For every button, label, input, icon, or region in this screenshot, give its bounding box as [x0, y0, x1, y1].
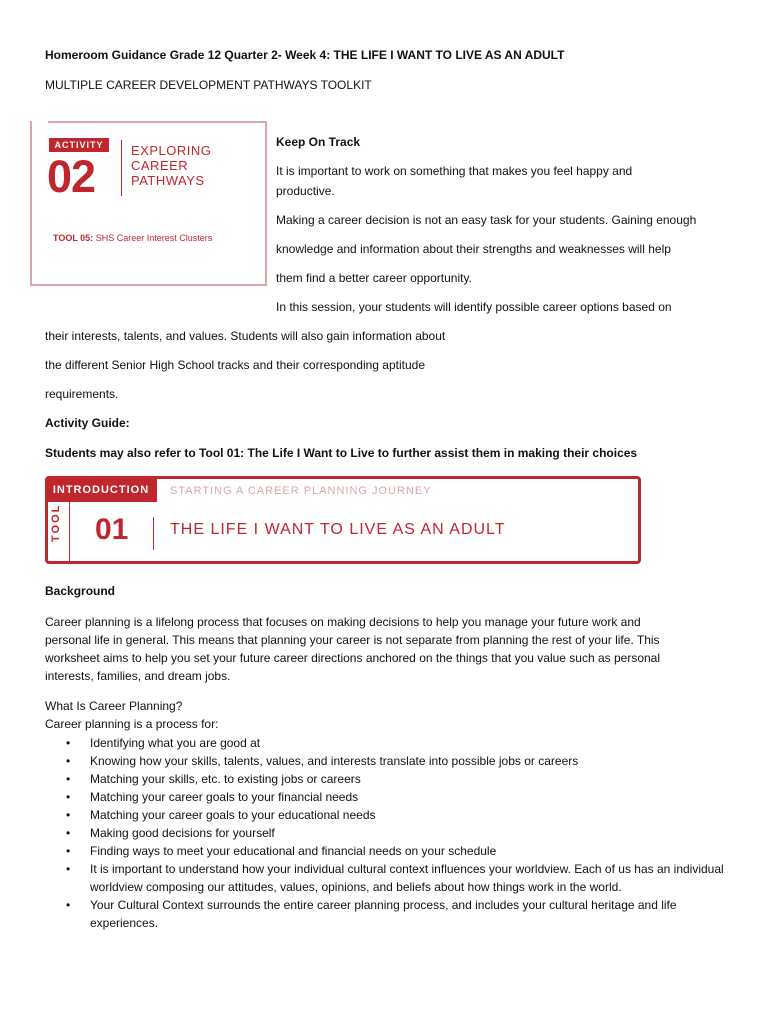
paragraph-line: Making a career decision is not an easy task for your students. Gaining enough — [276, 213, 697, 227]
activity-badge: ACTIVITY — [49, 138, 109, 152]
paragraph-line: worksheet aims to help you set your future career directions anchored on the things that you value such as personal — [45, 651, 661, 665]
bullet-icon: • — [66, 844, 71, 858]
activity-tool-line — [53, 233, 212, 243]
intro-divider — [153, 517, 154, 550]
list-item — [45, 788, 735, 806]
activity-divider — [121, 140, 122, 196]
activity-number: 02 — [47, 151, 96, 202]
keep-on-track-heading: Keep On Track — [276, 135, 361, 149]
bullet-icon: • — [66, 826, 71, 840]
list-item-text: Finding ways to meet your educational and financial needs on your schedule — [90, 844, 497, 858]
intro-tool-tab — [45, 502, 70, 564]
intro-subtitle: STARTING A CAREER PLANNING JOURNEY — [170, 485, 432, 497]
list-item-text: It is important to understand how your individual cultural context influences your worldview. Each of us has an individual worldview composing our attitudes, values, opinions, and beliefs about how things work in the world. — [90, 862, 724, 894]
bullet-icon: • — [66, 898, 71, 912]
career-planning-question: What Is Career Planning? — [45, 699, 183, 713]
list-item — [45, 770, 735, 788]
list-item-text: Matching your career goals to your financial needs — [90, 790, 359, 804]
intro-title: THE LIFE I WANT TO LIVE AS AN ADULT — [170, 521, 506, 538]
list-item — [45, 860, 735, 896]
activity-card-top-border — [48, 121, 265, 123]
list-item — [45, 824, 735, 842]
bullet-icon: • — [66, 808, 71, 822]
activity-tool-name: SHS Career Interest Clusters — [95, 233, 213, 243]
paragraph-line: It is important to work on something that makes you feel happy and — [276, 164, 633, 178]
paragraph-line: In this session, your students will identify possible career options based on — [276, 300, 672, 314]
career-planning-list — [45, 734, 735, 932]
list-item-text: Identifying what you are good at — [90, 736, 261, 750]
document-title: Homeroom Guidance Grade 12 Quarter 2- Week 4: THE LIFE I WANT TO LIVE AS AN ADULT — [45, 48, 565, 62]
list-item — [45, 734, 735, 752]
document-subtitle: MULTIPLE CAREER DEVELOPMENT PATHWAYS TOOLKIT — [45, 78, 372, 92]
bullet-icon: • — [66, 736, 71, 750]
paragraph-line: productive. — [276, 184, 335, 198]
paragraph-line: Career planning is a lifelong process that focuses on making decisions to help you manage your future work and — [45, 615, 641, 629]
intro-number: 01 — [95, 513, 129, 546]
list-item-text: Matching your career goals to your educational needs — [90, 808, 376, 822]
intro-badge: INTRODUCTION — [45, 478, 157, 502]
list-item — [45, 752, 735, 770]
list-item — [45, 806, 735, 824]
bullet-icon: • — [66, 790, 71, 804]
activity-guide-heading: Activity Guide: — [45, 416, 130, 430]
list-item — [45, 842, 735, 860]
bullet-icon: • — [66, 772, 71, 786]
paragraph-line: interests, families, and dream jobs. — [45, 669, 231, 683]
activity-title: EXPLORING CAREER PATHWAYS — [131, 143, 212, 188]
paragraph-line: the different Senior High School tracks and their corresponding aptitude — [45, 358, 426, 372]
bullet-icon: • — [66, 862, 71, 876]
intro-tool-label: TOOL — [50, 503, 62, 542]
bullet-icon: • — [66, 754, 71, 768]
paragraph-line: requirements. — [45, 387, 119, 401]
list-item-text: Matching your skills, etc. to existing jobs or careers — [90, 772, 361, 786]
paragraph-line: personal life in general. This means that planning your career is not separate from planning the rest of your life. This — [45, 633, 660, 647]
list-item-text: Making good decisions for yourself — [90, 826, 275, 840]
paragraph-line: their interests, talents, and values. Students will also gain information about — [45, 329, 446, 343]
activity-tool-label: TOOL 05: — [53, 233, 94, 243]
list-item-text: Knowing how your skills, talents, values, and interests translate into possible jobs or careers — [90, 754, 579, 768]
activity-guide-text: Students may also refer to Tool 01: The Life I Want to Live to further assist them in making their choices — [45, 446, 638, 460]
paragraph-line: knowledge and information about their strengths and weaknesses will help — [276, 242, 671, 256]
list-item-text: Your Cultural Context surrounds the entire career planning process, and includes your cultural heritage and life experiences. — [90, 898, 677, 930]
background-heading: Background — [45, 584, 116, 598]
career-planning-intro: Career planning is a process for: — [45, 717, 219, 731]
list-item — [45, 896, 735, 932]
paragraph-line: them find a better career opportunity. — [276, 271, 472, 285]
